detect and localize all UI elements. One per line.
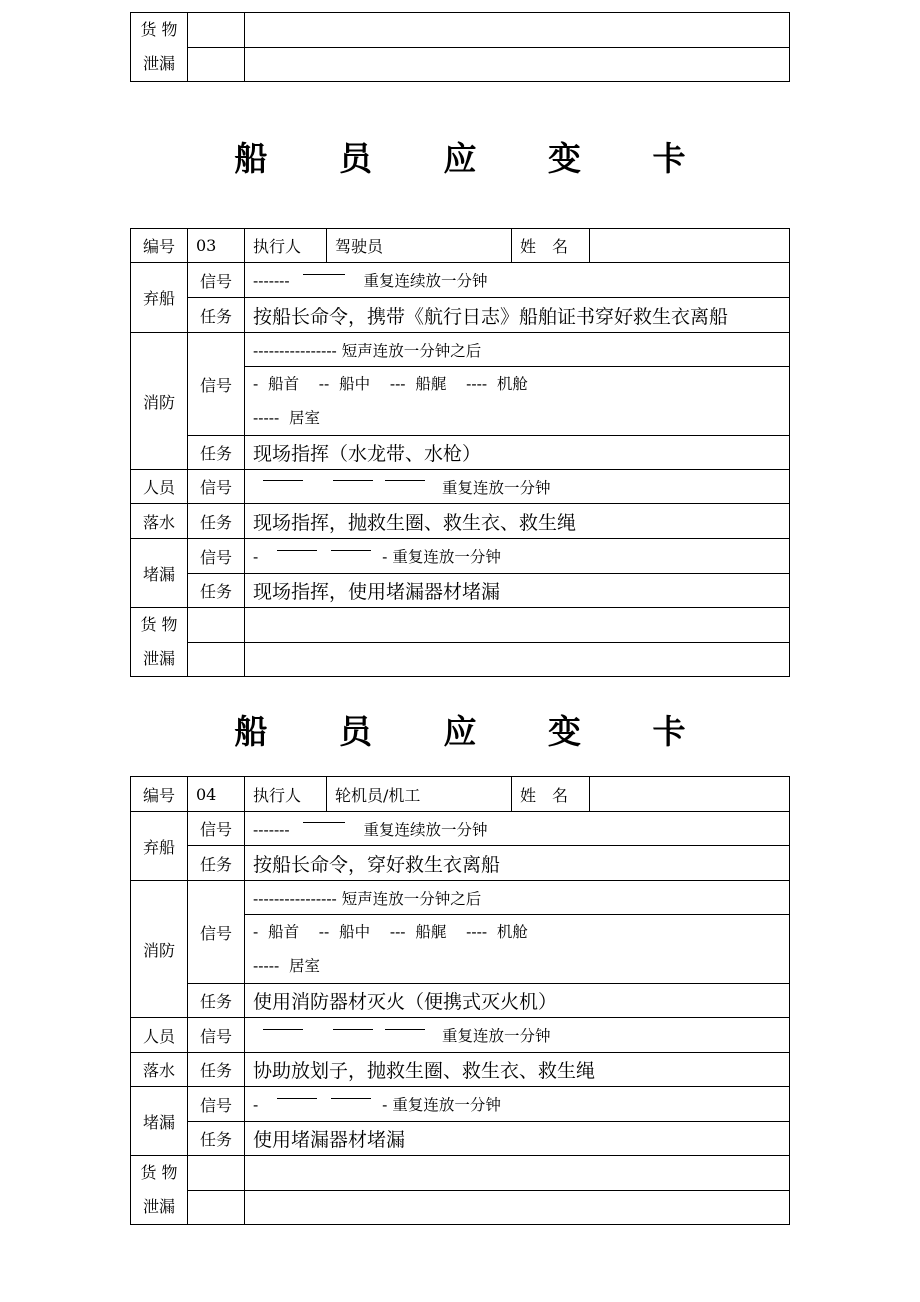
overboard-signal-text: 重复连放一分钟 xyxy=(441,1027,551,1045)
abandon-ship-label: 弃船 xyxy=(131,263,188,333)
abandon-signal xyxy=(245,812,790,846)
overboard-label-line1: 人员 xyxy=(131,470,188,504)
overboard-label-line2: 落水 xyxy=(131,1053,188,1087)
overboard-signal-label: 信号 xyxy=(188,1018,245,1053)
fire-label: 消防 xyxy=(131,333,188,470)
fire-task: 使用消防器材灭火（便携式灭火机） xyxy=(245,984,790,1018)
overboard-signal-text: 重复连放一分钟 xyxy=(441,478,551,497)
fire-signal-line1: ---------------- 短声连放一分钟之后 xyxy=(245,881,790,915)
abandon-ship-label: 弃船 xyxy=(131,812,188,881)
abandon-signal xyxy=(245,263,790,298)
number-value: 04 xyxy=(188,777,245,812)
leak-label: 堵漏 xyxy=(131,1087,188,1156)
overboard-task-label: 任务 xyxy=(188,504,245,539)
fire-signal-label: 信号 xyxy=(188,333,245,436)
fire-task-label: 任务 xyxy=(188,984,245,1018)
leak-label: 堵漏 xyxy=(131,539,188,608)
abandon-signal-text: 重复连续放一分钟 xyxy=(363,272,488,290)
leak-signal-label: 信号 xyxy=(188,1087,245,1122)
executor-label: 执行人 xyxy=(245,777,327,812)
cargo-leak-label: 货 物 泄漏 xyxy=(131,608,188,677)
fire-signal-line1: ---------------- 短声连放一分钟之后 xyxy=(245,333,790,367)
emergency-card-03 xyxy=(130,228,790,677)
top-fragment-table xyxy=(130,12,790,82)
name-label: 姓 名 xyxy=(512,229,590,263)
abandon-task: 按船长命令，穿好救生衣离船 xyxy=(245,846,790,881)
cargo-leak-label: 货 物 泄漏 xyxy=(131,1156,188,1225)
overboard-label-line1: 人员 xyxy=(131,1018,188,1053)
overboard-task: 现场指挥，抛救生圈、救生衣、救生绳 xyxy=(245,504,790,539)
number-label: 编号 xyxy=(131,777,188,812)
card-title: 船 员 应 变 卡 xyxy=(234,712,716,751)
overboard-signal xyxy=(245,1018,790,1053)
cargo-task-value xyxy=(245,1191,790,1225)
cargo-signal-cell xyxy=(188,13,245,48)
overboard-task-label: 任务 xyxy=(188,1053,245,1087)
cargo-leak-label: 货 物 泄漏 xyxy=(131,13,188,82)
abandon-signal-label: 信号 xyxy=(188,263,245,298)
leak-signal-text: 重复连放一分钟 xyxy=(392,1096,501,1114)
executor-value: 轮机员/机工 xyxy=(327,777,512,812)
cargo-signal-cell xyxy=(188,1156,245,1191)
cargo-task-cell xyxy=(188,1191,245,1225)
abandon-signal-text: 重复连续放一分钟 xyxy=(363,820,488,839)
leak-task-label: 任务 xyxy=(188,574,245,608)
cargo-signal-cell xyxy=(188,608,245,643)
fire-signal-locations: - 船首 -- 船中 --- 船艉 ---- 机舱 ----- 居室 xyxy=(245,915,790,984)
leak-task: 使用堵漏器材堵漏 xyxy=(245,1122,790,1156)
cargo-task-value xyxy=(245,48,790,82)
leak-signal-label: 信号 xyxy=(188,539,245,574)
executor-label: 执行人 xyxy=(245,229,327,263)
name-value xyxy=(590,777,790,812)
card-title: 船 员 应 变 卡 xyxy=(234,139,716,178)
fire-task-label: 任务 xyxy=(188,436,245,470)
leak-task: 现场指挥，使用堵漏器材堵漏 xyxy=(245,574,790,608)
leak-signal-text: 重复连放一分钟 xyxy=(392,548,501,566)
abandon-task-label: 任务 xyxy=(188,846,245,881)
cargo-signal-value xyxy=(245,608,790,643)
abandon-signal-dashes: ------- xyxy=(253,272,290,290)
name-label: 姓 名 xyxy=(512,777,590,812)
number-label: 编号 xyxy=(131,229,188,263)
number-value: 03 xyxy=(188,229,245,263)
overboard-task: 协助放划子，抛救生圈、救生衣、救生绳 xyxy=(245,1053,790,1087)
leak-task-label: 任务 xyxy=(188,1122,245,1156)
leak-signal: - - 重复连放一分钟 xyxy=(245,1087,790,1122)
emergency-card-04 xyxy=(130,776,790,1225)
overboard-label-line2: 落水 xyxy=(131,504,188,539)
fire-task: 现场指挥（水龙带、水枪） xyxy=(245,436,790,470)
cargo-task-cell xyxy=(188,48,245,82)
fire-label: 消防 xyxy=(131,881,188,1018)
abandon-signal-label: 信号 xyxy=(188,812,245,846)
overboard-signal-label: 信号 xyxy=(188,470,245,504)
abandon-task-label: 任务 xyxy=(188,298,245,333)
fire-signal-label: 信号 xyxy=(188,881,245,984)
abandon-signal-dashes: ------- xyxy=(253,820,290,839)
fire-signal-locations: - 船首 -- 船中 --- 船艉 ---- 机舱 ----- 居室 xyxy=(245,367,790,436)
cargo-task-cell xyxy=(188,643,245,677)
cargo-task-value xyxy=(245,643,790,677)
leak-signal: - - 重复连放一分钟 xyxy=(245,539,790,574)
cargo-signal-value xyxy=(245,1156,790,1191)
overboard-signal xyxy=(245,470,790,504)
abandon-task: 按船长命令，携带《航行日志》船舶证书穿好救生衣离船 xyxy=(245,298,790,333)
executor-value: 驾驶员 xyxy=(327,229,512,263)
cargo-signal-value xyxy=(245,13,790,48)
name-value xyxy=(590,229,790,263)
